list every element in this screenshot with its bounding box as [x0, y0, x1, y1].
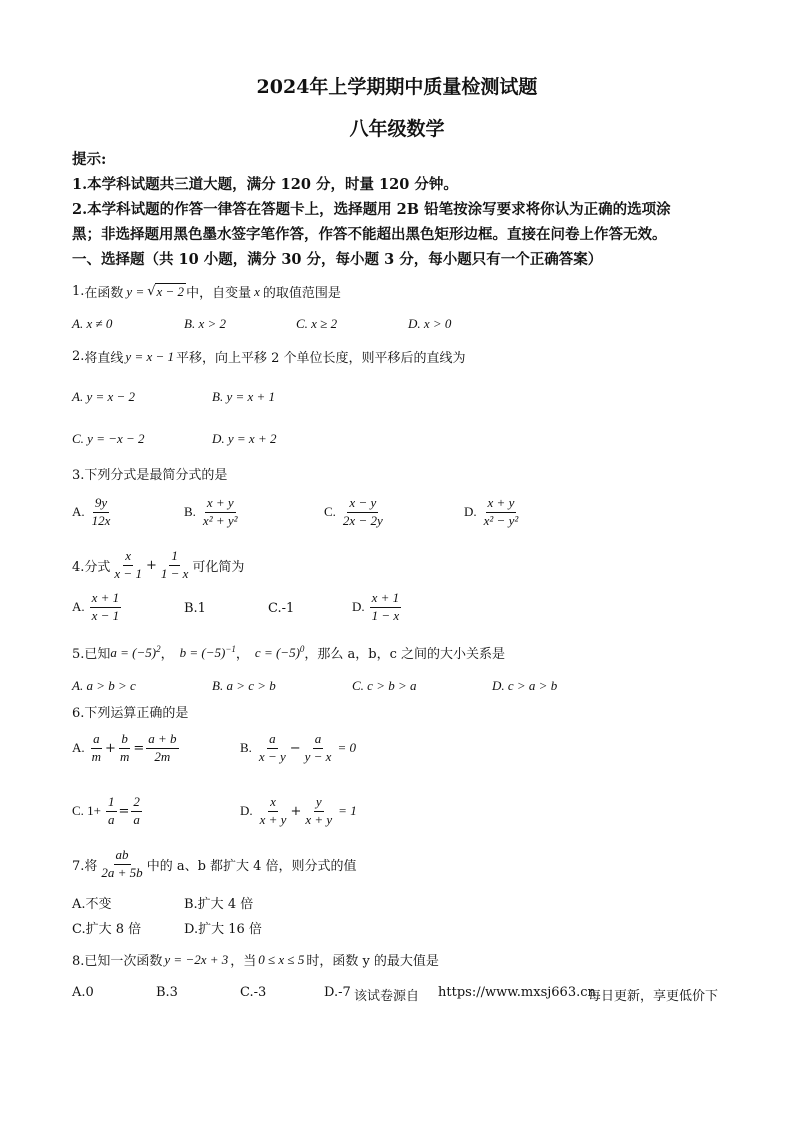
numerator: x + y [205, 496, 236, 513]
numerator: x [268, 795, 278, 812]
option-a[interactable] [72, 591, 123, 624]
option-b[interactable] [184, 496, 242, 529]
option-d[interactable]: D.-7 [324, 985, 351, 1000]
denominator: 2x − 2y [342, 512, 383, 528]
math-b: b = (−5) [179, 644, 226, 660]
option-a[interactable]: A.0 [72, 985, 94, 1000]
option-d[interactable] [240, 795, 357, 828]
question-text: ，那么 a，b，c 之间的大小关系是 [304, 647, 506, 662]
denominator: 1 − x [371, 607, 400, 623]
denominator: x − y [258, 748, 286, 764]
option-c[interactable]: C. x ≥ 2 [296, 316, 338, 331]
numerator: x + 1 [370, 591, 402, 608]
operator: + [105, 740, 116, 756]
option-a[interactable] [72, 732, 181, 765]
comma: ， [160, 647, 174, 662]
option-b[interactable]: B. y = x + 1 [212, 389, 276, 404]
fraction [99, 848, 144, 881]
fraction [118, 732, 131, 765]
numerator: x + 1 [90, 591, 122, 608]
comma: ， [235, 647, 249, 662]
denominator: x − 1 [91, 607, 120, 623]
denominator: x² − y² [483, 512, 519, 528]
option-d[interactable]: D. c > a > b [492, 678, 558, 693]
question-text: 4.分式 [72, 559, 111, 575]
page-subtitle: 八年级数学 [349, 118, 445, 140]
numerator: a [267, 732, 278, 749]
footer-url[interactable]: https://www.mxsj663.cn [438, 985, 596, 1000]
denominator: m [119, 748, 130, 764]
question-8 [72, 950, 439, 969]
math-expression: y = −2x + 3 [164, 951, 229, 967]
fraction [90, 732, 103, 765]
fraction [146, 732, 178, 765]
numerator: y [314, 795, 324, 812]
exponent: 2 [156, 643, 161, 654]
option-a[interactable] [72, 496, 114, 529]
fraction [341, 496, 385, 529]
math-condition: 0 ≤ x ≤ 5 [258, 951, 305, 967]
footer-source-label: 该试卷源自 [354, 989, 420, 1004]
numerator: 2 [131, 795, 142, 812]
numerator: x [123, 549, 133, 566]
option-label: B. [184, 504, 196, 520]
option-c[interactable]: C.-3 [240, 985, 267, 1000]
denominator: y − x [304, 748, 332, 764]
question-text: 时，函数 y 的最大值是 [306, 954, 439, 969]
option-label: A. [72, 504, 85, 520]
question-1 [72, 282, 341, 301]
notes-line-1: 1.本学科试题共三道大题，满分 120 分，时量 120 分钟。 [72, 176, 458, 193]
option-b[interactable]: B. x > 2 [184, 316, 226, 331]
option-d[interactable] [352, 591, 403, 624]
question-text: 8.已知一次函数 [72, 954, 163, 969]
question-text: 中的 a、b 都扩大 4 倍，则分式的值 [146, 858, 357, 874]
option-a[interactable]: A. x ≠ 0 [72, 316, 113, 331]
denominator: 2a + 5b [101, 864, 143, 880]
option-c[interactable] [324, 496, 387, 529]
numerator: 1 [106, 795, 117, 812]
question-text: 5.已知 [72, 647, 111, 662]
option-label: A. [72, 599, 85, 615]
denominator: 12x [91, 512, 111, 528]
math-a: a = (−5) [110, 644, 157, 660]
option-label: D. [464, 504, 477, 520]
question-5 [72, 643, 505, 662]
question-number: 2. [72, 349, 85, 364]
fraction [159, 549, 191, 582]
option-b[interactable]: B.扩大 4 倍 [184, 897, 254, 912]
option-d[interactable] [464, 496, 522, 529]
sqrt-sign: √ [147, 284, 156, 299]
numerator: b [119, 732, 130, 749]
question-number: 1. [72, 284, 85, 299]
denominator: x + y [305, 811, 333, 827]
question-4 [72, 549, 244, 582]
question-text: 可化简为 [192, 559, 245, 575]
option-b[interactable]: B.1 [184, 601, 206, 616]
question-text: 的取值范围是 [262, 286, 341, 301]
denominator: 1 − x [160, 565, 189, 581]
question-2 [72, 347, 466, 366]
question-6: 6.下列运算正确的是 [72, 706, 189, 721]
numerator: a + b [146, 732, 178, 749]
exponent: −1 [225, 643, 236, 654]
exponent: 0 [299, 643, 305, 654]
fraction [131, 795, 142, 828]
numerator: a [91, 732, 102, 749]
option-b[interactable]: B.3 [156, 985, 178, 1000]
denominator: x − 1 [114, 565, 142, 581]
math-expression: y = [126, 283, 145, 299]
option-d[interactable]: D. y = x + 2 [212, 431, 277, 446]
question-text: 在函数 [84, 286, 124, 301]
option-a[interactable]: A.不变 [72, 897, 112, 912]
fraction [90, 591, 122, 624]
option-label: B. [240, 740, 252, 756]
option-c[interactable]: C.扩大 8 倍 [72, 922, 142, 937]
equals-sign: = [133, 740, 145, 756]
fraction [106, 795, 117, 828]
denominator: m [91, 748, 102, 764]
fraction [201, 496, 240, 529]
plus-sign: + [145, 557, 157, 573]
operator: − [289, 740, 301, 756]
question-text: ，当 [230, 954, 257, 969]
fraction [112, 549, 144, 582]
fraction [303, 795, 334, 828]
variable: x [254, 283, 260, 299]
question-text: 7.将 [72, 858, 98, 874]
equals-sign: = [118, 803, 130, 819]
option-label: D. [352, 599, 365, 615]
section-heading: 一、选择题（共 10 小题，满分 30 分，每小题 3 分，每小题只有一个正确答案） [72, 251, 603, 268]
question-3: 3.下列分式是最简分式的是 [72, 468, 228, 483]
option-a[interactable]: A. a > b > c [72, 678, 136, 693]
option-b[interactable]: B. a > c > b [212, 678, 276, 693]
numerator: 1 [169, 549, 180, 566]
question-7 [72, 848, 357, 881]
question-text: 平移，向上平移 2 个单位长度，则平移后的直线为 [176, 351, 466, 366]
option-c[interactable]: C.-1 [268, 601, 295, 616]
math-c: c = (−5) [254, 644, 300, 660]
denominator: a [133, 811, 140, 827]
option-label: C. [324, 504, 336, 520]
footer-slogan: 每日更新，享更低价下 [588, 989, 719, 1004]
numerator: a [313, 732, 324, 749]
option-a[interactable]: A. y = x − 2 [72, 389, 136, 404]
equals-expression: = 0 [337, 740, 356, 756]
notes-label: 提示: [72, 151, 107, 168]
numerator: ab [114, 848, 131, 865]
option-d[interactable]: D.扩大 16 倍 [184, 922, 262, 937]
option-label: A. [72, 740, 85, 756]
page-title: 2024年上学期期中质量检测试题 [256, 76, 538, 98]
option-c[interactable]: C. y = −x − 2 [72, 431, 145, 446]
option-c[interactable] [72, 795, 144, 828]
fraction [482, 496, 521, 529]
question-text: 将直线 [84, 351, 124, 366]
radicand: x − 2 [156, 284, 185, 299]
question-text: 中，自变量 [186, 286, 252, 301]
option-label: D. [240, 803, 253, 819]
option-c[interactable]: C. c > b > a [352, 678, 417, 693]
fraction [90, 496, 113, 529]
denominator: x² + y² [202, 512, 238, 528]
notes-line-2b: 黑；非选择题用黑色墨水签字笔作答，作答不能超出黑色矩形边框。直接在问卷上作答无效。 [72, 226, 667, 243]
equals-expression: = 1 [338, 803, 357, 819]
notes-line-2a: 2.本学科试题的作答一律答在答题卡上，选择题用 2B 铅笔按涂写要求将你认为正确的选项涂 [72, 201, 671, 218]
fraction [257, 732, 288, 765]
option-b[interactable] [240, 732, 356, 765]
option-d[interactable]: D. x > 0 [408, 316, 452, 331]
option-label: C. 1+ [72, 803, 102, 819]
fraction [303, 732, 334, 765]
numerator: x + y [486, 496, 517, 513]
numerator: 9y [93, 496, 109, 513]
fraction [258, 795, 289, 828]
denominator: a [108, 811, 115, 827]
fraction [370, 591, 402, 624]
operator: + [290, 803, 302, 819]
math-expression: y = x − 1 [125, 348, 175, 364]
denominator: x + y [259, 811, 287, 827]
numerator: x − y [347, 496, 378, 513]
denominator: 2m [154, 748, 171, 764]
